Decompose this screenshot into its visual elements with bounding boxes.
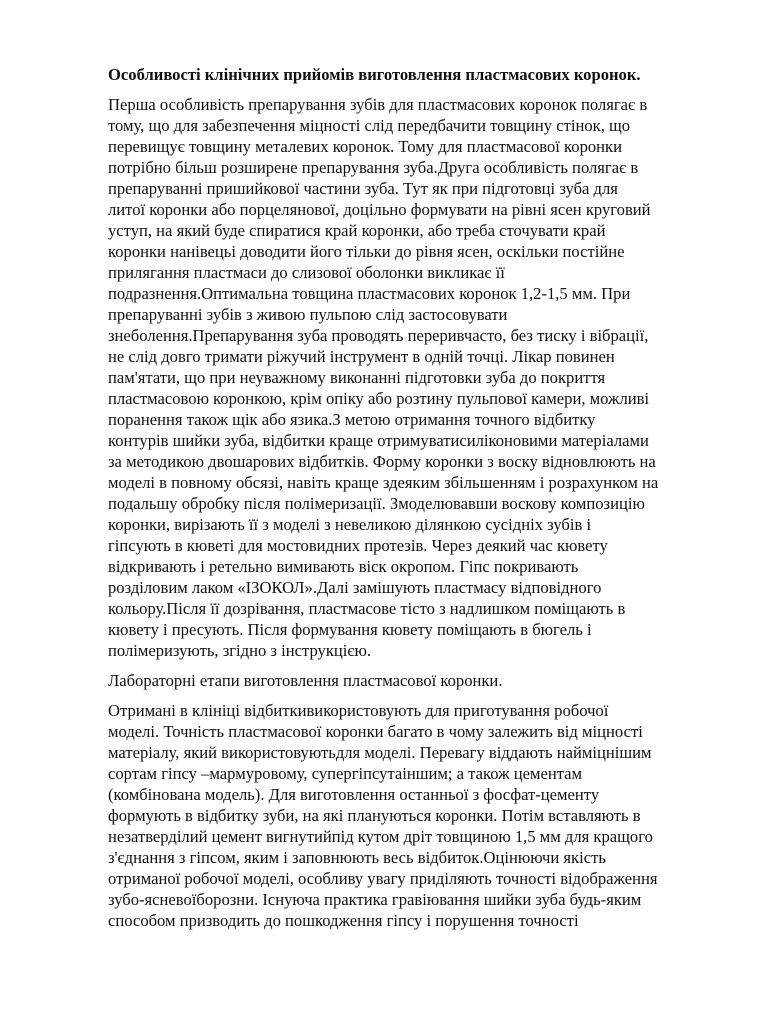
text-line: (комбінована модель). Для виготовлення останньої з фосфат-цементу	[108, 785, 600, 804]
text-line: зубо-ясневоїборозни. Існуюча практика гравіювання шийки зуба будь-яким	[108, 890, 642, 909]
text-line: кольору.Після її дозрівання, пластмасове тісто з надлишком поміщають в	[108, 599, 626, 618]
text-line: уступ, на який буде спиратися край коронки, або треба сточувати край	[108, 221, 606, 240]
text-line: препаруванні зубів з живою пульпою слід застосовувати	[108, 305, 508, 324]
text-line: пластмасовою коронкою, крім опіку або розтину пульпової камери, можливі	[108, 389, 650, 408]
text-line: поранення також щік або язика.З метою отримання точного відбитку	[108, 410, 596, 429]
text-line: Перша особливість препарування зубів для пластмасових коронок полягає в	[108, 95, 648, 114]
text-line: кювету і пресують. Після формування кювету поміщають в бюгель і	[108, 620, 592, 639]
text-line: препаруванні пришийкової частини зуба. Тут як при підготовці зуба для	[108, 179, 618, 198]
text-line: полімеризують, згідно з інструкцією.	[108, 641, 372, 660]
text-line: матеріалу, який використовуютьдля моделі. Перевагу віддають найміцнішим	[108, 743, 652, 762]
text-line: отриманої робочої моделі, особливу увагу приділяють точності відображення	[108, 869, 658, 888]
text-line: незатверділий цемент вигнутийпід кутом дріт товщиною 1,5 мм для кращого	[108, 827, 653, 846]
text-line: способом призводить до пошкодження гіпсу і порушення точності	[108, 911, 579, 930]
text-line: розділовим лаком «ІЗОКОЛ».Далі замішують пластмасу відповідного	[108, 578, 602, 597]
paragraph-clinical	[108, 94, 718, 661]
text-line: з'єднання з гіпсом, яким і заповнюють весь відбиток.Оцінюючи якість	[108, 848, 606, 867]
text-line: коронки, вирізають її з моделі з невеликою ділянкою сусідніх зубів і	[108, 515, 592, 534]
text-line: подальшу обробку після полімеризації. Змоделювавши воскову композицію	[108, 494, 645, 513]
text-line: литої коронки або порцелянової, доцільно формувати на рівні ясен круговий	[108, 200, 651, 219]
text-line: сортам гіпсу –мармуровому, супергіпсутаіншим; а також цементам	[108, 764, 583, 783]
text-line: Отримані в клініці відбиткивикористовують для приготування робочої	[108, 701, 609, 720]
text-line: формують в відбитку зуби, на які плануються коронки. Потім вставляють в	[108, 806, 641, 825]
text-line: за методикою двошарових відбитків. Форму коронки з воску відновлюють на	[108, 452, 656, 471]
text-line: коронки нанівецьі доводити його тільки до рівня ясен, оскільки постійне	[108, 242, 625, 261]
text-line: потрібно більш розширене препарування зуба.Друга особливість полягає в	[108, 158, 639, 177]
text-line: не слід довго тримати ріжучий інструмент в одній точці. Лікар повинен	[108, 347, 615, 366]
document-page	[108, 64, 718, 940]
text-line: відкривають і ретельно вимивають віск окропом. Гіпс покривають	[108, 557, 579, 576]
text-line: моделі. Точність пластмасової коронки багато в чому залежить від міцності	[108, 722, 643, 741]
paragraph-laboratory	[108, 700, 718, 931]
text-line: знеболення.Препарування зуба проводять переривчасто, без тиску і вібрації,	[108, 326, 649, 345]
text-line: пам'ятати, що при неуважному виконанні підготовки зуба до покриття	[108, 368, 606, 387]
text-line: перевищує товщину металевих коронок. Тому для пластмасової коронки	[108, 137, 622, 156]
text-line: подразнення.Оптимальна товщина пластмасових коронок 1,2-1,5 мм. При	[108, 284, 631, 303]
document-title: Особливості клінічних прийомів виготовлення пластмасових коронок.	[108, 65, 641, 84]
section-subtitle: Лабораторні етапи виготовлення пластмасової коронки.	[108, 671, 503, 690]
text-line: гіпсують в кюветі для мостовидних протезів. Через деякий час кювету	[108, 536, 608, 555]
text-line: моделі в повному обсязі, навіть краще здеяким збільшенням і розрахунком на	[108, 473, 659, 492]
text-line: прилягання пластмаси до слизової оболонки викликає її	[108, 263, 505, 282]
text-line: тому, що для забезпечення міцності слід передбачити товщину стінок, що	[108, 116, 631, 135]
text-line: контурів шийки зуба, відбитки краще отримуватисиліконовими матеріалами	[108, 431, 649, 450]
